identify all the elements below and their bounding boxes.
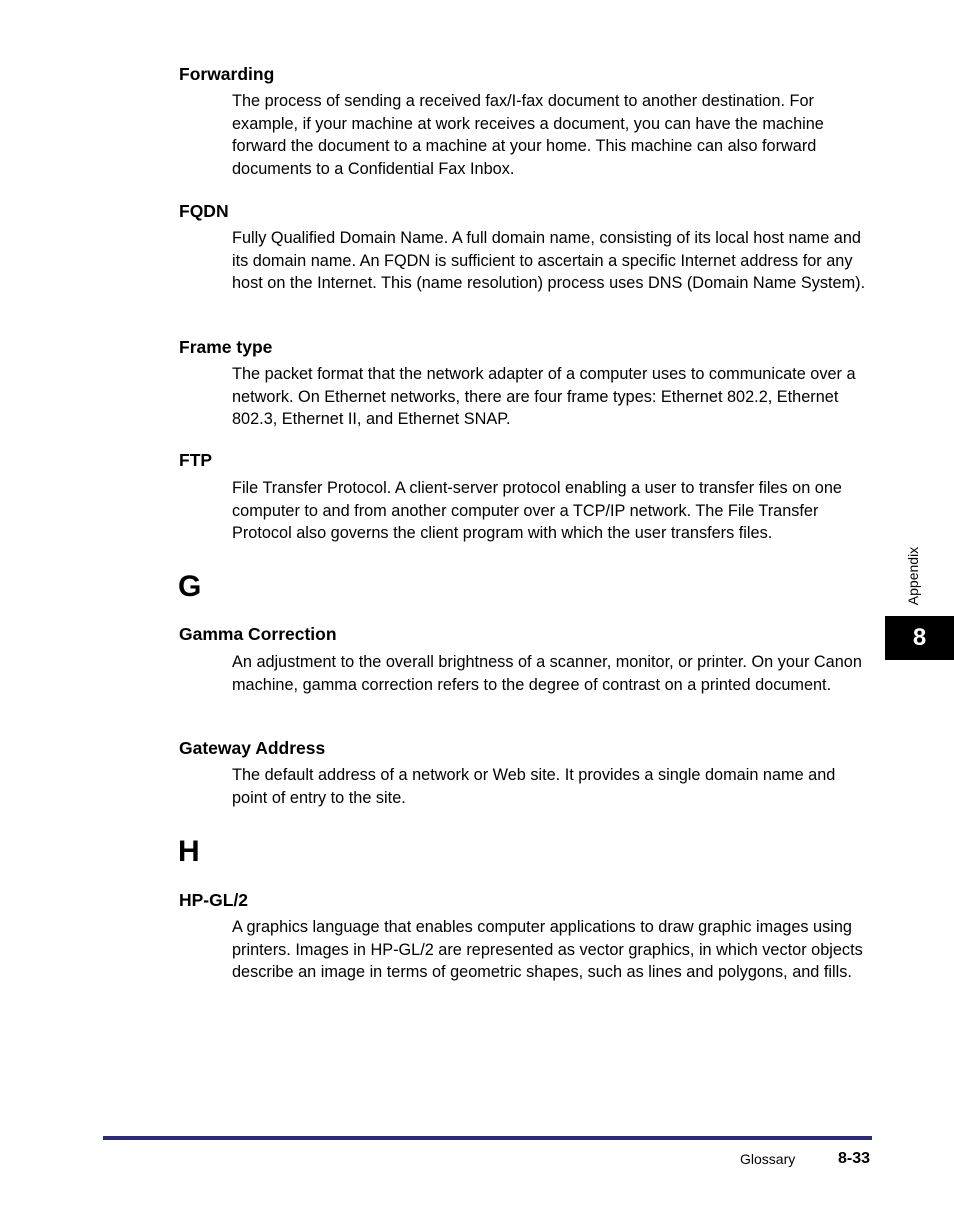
term-frame-type: Frame type [179,337,273,357]
definition-frame-type: The packet format that the network adapter of a computer uses to communicate over a network. On Ethernet networks, there are four frame types: Ethernet 802.2, Ethernet 802.3, Ethernet II, and Ethernet SNAP. [232,365,856,429]
footer-rule [103,1136,872,1140]
definition-gateway-address: The default address of a network or Web site. It provides a single domain name and point of entry to the site. [232,766,836,807]
term-hp-gl2: HP-GL/2 [179,890,249,910]
footer-page-number: 8-33 [838,1150,871,1167]
side-section-label-text: Appendix [905,546,922,606]
definition-forwarding: The process of sending a received fax/I-fax document to another destination. For example, if your machine at work receives a document, you can have the machine forward the document to a machine at your home. This machine can also forward documents to a Confidential Fax Inbox. [232,92,824,179]
section-letter-h: H [178,835,200,868]
term-fqdn: FQDN [179,201,229,221]
footer-section-name: Glossary [740,1151,796,1167]
term-gateway-address: Gateway Address [179,738,326,758]
chapter-tab: 8 [885,616,954,660]
definition-hp-gl2: A graphics language that enables computer applications to draw graphic images using printers. Images in HP-GL/2 are represented as vector graphics, in which vector objects describe an image in terms of geometric shapes, such as lines and polygons, and fills. [232,918,863,982]
definition-ftp: File Transfer Protocol. A client-server protocol enabling a user to transfer files on one computer to and from another computer over a TCP/IP network. The File Transfer Protocol also governs the client program with which the user transfers files. [232,479,842,543]
section-letter-g: G [178,570,202,603]
definition-gamma-correction: An adjustment to the overall brightness of a scanner, monitor, or printer. On your Canon machine, gamma correction refers to the degree of contrast on a printed document. [232,653,862,694]
side-section-label [902,540,924,612]
definition-fqdn: Fully Qualified Domain Name. A full domain name, consisting of its local host name and its domain name. An FQDN is sufficient to ascertain a specific Internet address for any host on the Internet. This (name resolution) process uses DNS (Domain Name System). [232,229,866,293]
term-forwarding: Forwarding [179,64,275,84]
term-gamma-correction: Gamma Correction [179,624,337,644]
term-ftp: FTP [179,450,213,470]
